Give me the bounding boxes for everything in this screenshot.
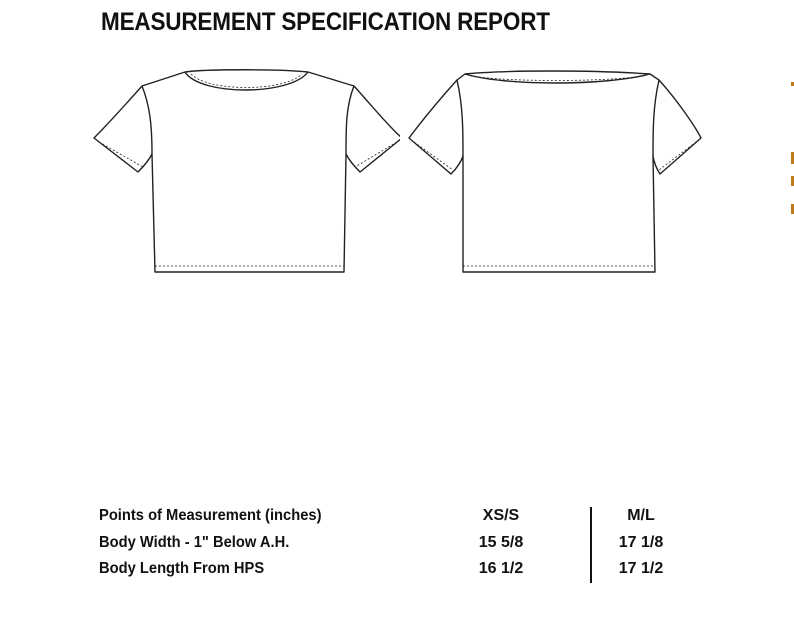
size-header-m-l: M/L xyxy=(627,507,655,524)
page-edge-marks xyxy=(788,0,794,240)
measurement-label: Body Length From HPS xyxy=(99,560,265,577)
measurement-value: 17 1/2 xyxy=(618,560,664,577)
t-shirt-back-icon xyxy=(405,66,705,282)
measurement-value: 15 5/8 xyxy=(478,534,524,551)
report-title: MEASUREMENT SPECIFICATION REPORT xyxy=(101,8,550,36)
t-shirt-front-icon xyxy=(90,66,400,282)
header-label: Points of Measurement (inches) xyxy=(99,507,322,524)
measurement-label: Body Width - 1" Below A.H. xyxy=(99,534,290,551)
measurement-value: 17 1/8 xyxy=(618,534,664,551)
column-divider xyxy=(590,507,592,583)
size-header-xs-s: XS/S xyxy=(482,507,520,524)
measurement-value: 16 1/2 xyxy=(478,560,524,577)
